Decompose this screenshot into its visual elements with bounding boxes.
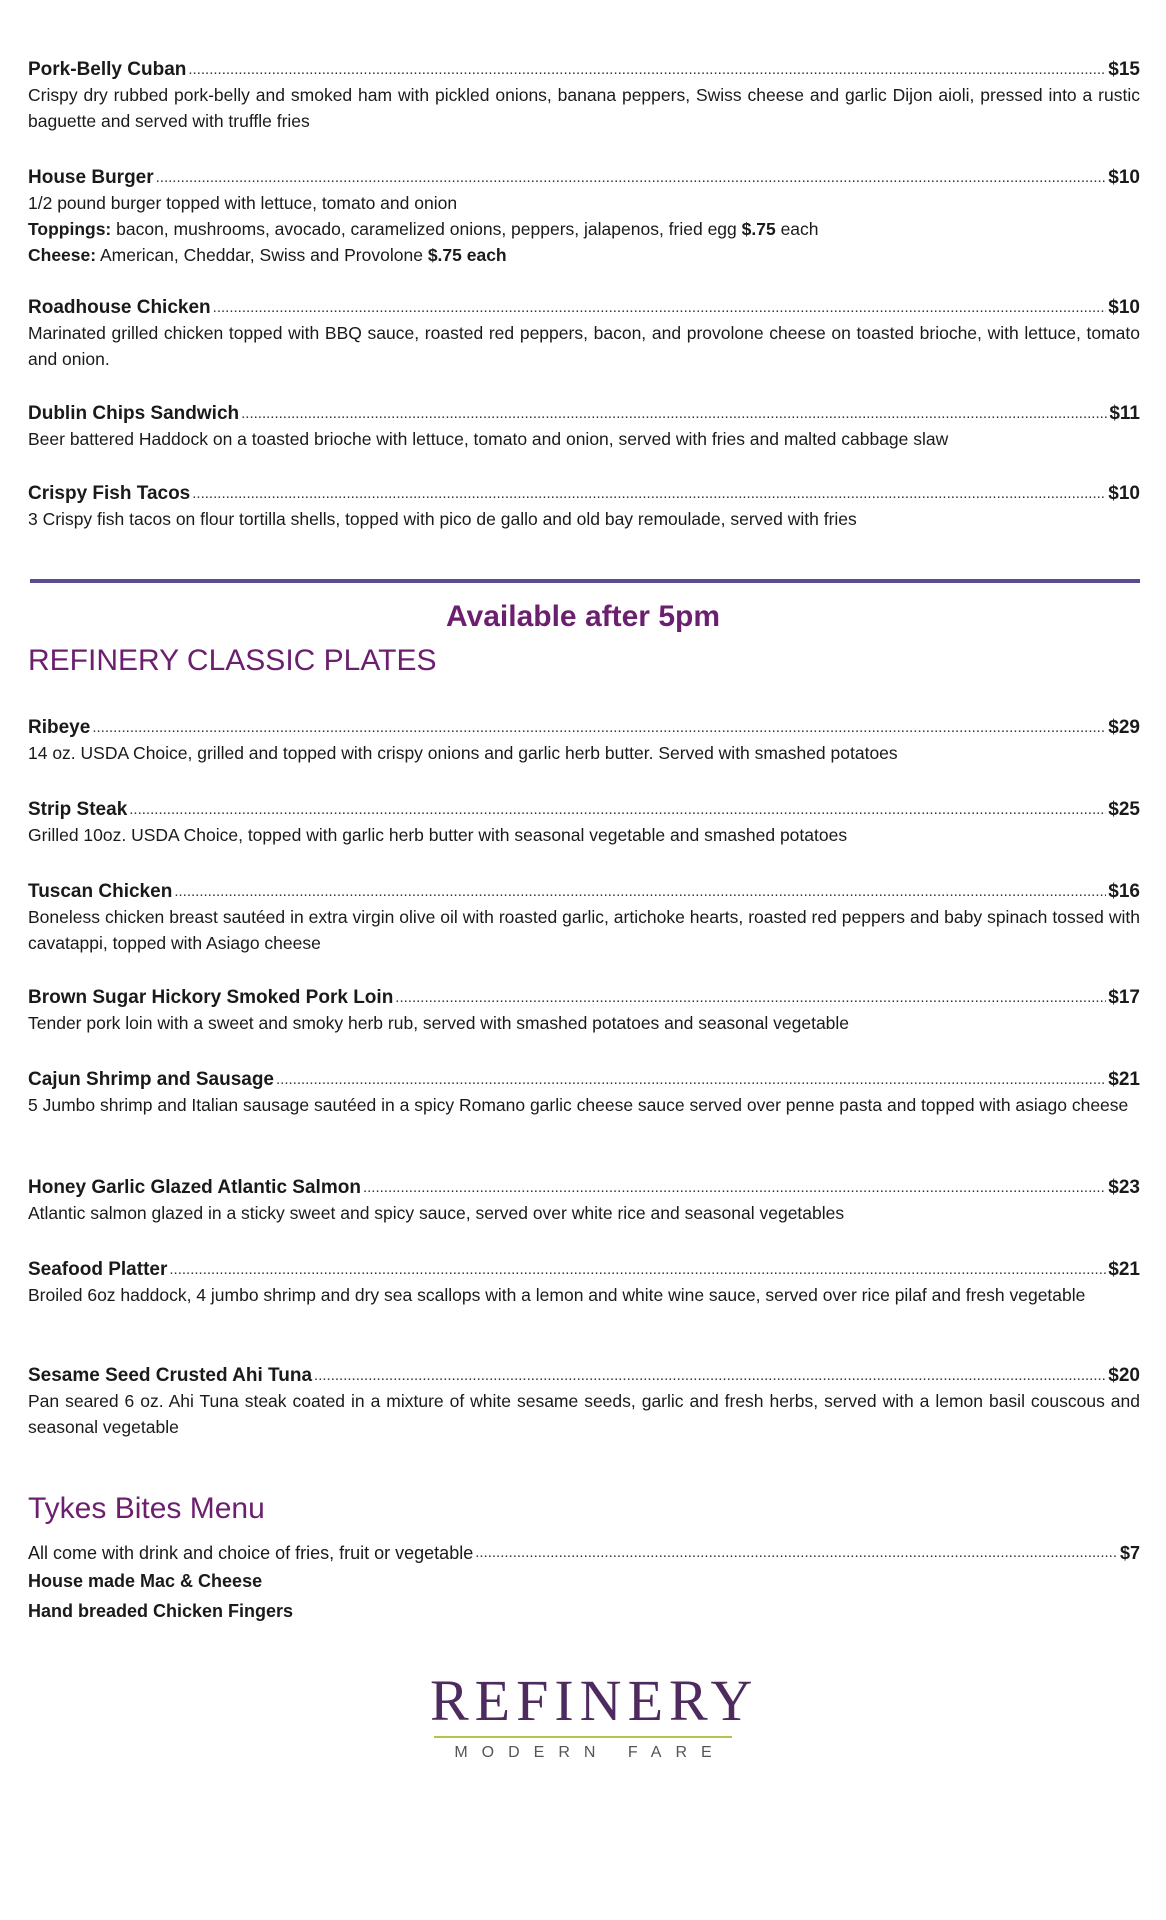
item-name: Honey Garlic Glazed Atlantic Salmon [28, 1177, 361, 1198]
kids-menu-line: All come with drink and choice of fries, fruit or vegetable ..... $7 [28, 1540, 1140, 1566]
item-description: Pan seared 6 oz. Ahi Tuna steak coated in a mixture of white sesame seeds, garlic and fresh herbs, served with a lemon basil couscous and seasonal vegetable [28, 1391, 1140, 1437]
item-description: Marinated grilled chicken topped with BBQ sauce, roasted red peppers, bacon, and provolone cheese on toasted brioche, with lettuce, tomato and onion. [28, 323, 1140, 369]
burger-cheese: Cheese: American, Cheddar, Swiss and Provolone $.75 each [28, 245, 507, 265]
menu-item-tuscan-chicken [28, 880, 1140, 956]
item-description: Crispy dry rubbed pork-belly and smoked ham with pickled onions, banana peppers, Swiss cheese and garlic Dijon aioli, pressed into a rustic baguette and served with truffle fries [28, 85, 1140, 131]
item-price: $21 [1108, 1259, 1140, 1280]
kids-item: House made Mac & Cheese [28, 1571, 263, 1591]
item-price: $21 [1108, 1069, 1140, 1090]
item-price: $25 [1108, 799, 1140, 820]
section-divider [30, 579, 1140, 583]
item-description: 14 oz. USDA Choice, grilled and topped with crispy onions and garlic herb butter. Served with smashed potatoes [28, 743, 898, 763]
item-name: Sesame Seed Crusted Ahi Tuna [28, 1365, 313, 1386]
section-title-tykes-bites: Tykes Bites Menu [28, 1492, 265, 1525]
refinery-logo [430, 1668, 759, 1762]
item-name: Pork-Belly Cuban [28, 59, 187, 80]
item-name: Strip Steak [28, 799, 128, 820]
item-price: $23 [1108, 1177, 1140, 1198]
item-description: 3 Crispy fish tacos on flour tortilla shells, topped with pico de gallo and old bay remoulade, served with fries [28, 509, 857, 529]
item-name: Crispy Fish Tacos [28, 483, 191, 504]
item-description: Tender pork loin with a sweet and smoky herb rub, served with smashed potatoes and seasonal vegetable [28, 1013, 850, 1033]
item-description: Grilled 10oz. USDA Choice, topped with garlic herb butter with seasonal vegetable and smashed potatoes [28, 825, 848, 845]
kids-item: Hand breaded Chicken Fingers [28, 1601, 294, 1621]
menu-item-ribeye [28, 716, 1140, 766]
item-price: $10 [1108, 483, 1140, 504]
item-name: Seafood Platter [28, 1259, 168, 1280]
item-price: $11 [1109, 403, 1140, 424]
item-price: $10 [1108, 297, 1140, 318]
menu-item-crispy-fish-tacos [28, 482, 1140, 532]
item-name: Tuscan Chicken [28, 881, 173, 902]
item-name: House Burger [28, 167, 154, 188]
item-price: $16 [1108, 881, 1140, 902]
item-name: Dublin Chips Sandwich [28, 403, 240, 424]
menu-item-pork-belly-cuban [28, 58, 1140, 134]
item-price: $10 [1108, 167, 1140, 188]
item-description: Atlantic salmon glazed in a sticky sweet and spicy sauce, served over white rice and seasonal vegetables [28, 1203, 845, 1223]
menu-item-seafood-platter [28, 1258, 1140, 1308]
menu-item-ahi-tuna [28, 1364, 1140, 1440]
item-description: 5 Jumbo shrimp and Italian sausage sautéed in a spicy Romano garlic cheese sauce served over penne pasta and topped with asiago cheese [28, 1095, 1129, 1115]
menu-item-strip-steak [28, 798, 1140, 848]
kids-menu [28, 1540, 1140, 1626]
item-description: Beer battered Haddock on a toasted brioche with lettuce, tomato and onion, served with fries and malted cabbage slaw [28, 429, 949, 449]
item-name: Roadhouse Chicken [28, 297, 211, 318]
logo-tagline: MODERN FARE [454, 1744, 726, 1761]
item-description: Broiled 6oz haddock, 4 jumbo shrimp and dry sea scallops with a lemon and white wine sauce, served over rice pilaf and fresh vegetable [28, 1285, 1086, 1305]
item-description: 1/2 pound burger topped with lettuce, tomato and onion [28, 193, 458, 213]
menu-item-cajun-shrimp-sausage [28, 1068, 1140, 1118]
item-price: $15 [1108, 59, 1140, 80]
section-title-classic-plates: REFINERY CLASSIC PLATES [28, 644, 437, 677]
burger-toppings: Toppings: bacon, mushrooms, avocado, caramelized onions, peppers, jalapenos, fried egg $.75 each [28, 219, 819, 239]
item-price: $17 [1108, 987, 1140, 1008]
item-name: Brown Sugar Hickory Smoked Pork Loin [28, 987, 394, 1008]
kids-price: $7 [1119, 1543, 1140, 1563]
item-price: $20 [1108, 1365, 1140, 1386]
item-price: $29 [1108, 717, 1140, 738]
availability-banner: Available after 5pm [446, 600, 720, 633]
logo-wordmark: REFINERY [430, 1668, 759, 1733]
item-name: Cajun Shrimp and Sausage [28, 1069, 274, 1090]
menu-item-salmon [28, 1176, 1140, 1226]
item-name: Ribeye [28, 717, 91, 738]
menu-item-house-burger [28, 166, 1140, 268]
logo-rule [434, 1736, 732, 1738]
menu-item-roadhouse-chicken [28, 296, 1140, 372]
item-description: Boneless chicken breast sautéed in extra virgin olive oil with roasted garlic, artichoke hearts, roasted red peppers and baby spinach tossed with cavatappi, topped with Asiago cheese [28, 907, 1140, 953]
menu-item-dublin-chips-sandwich [28, 402, 1140, 452]
menu-item-pork-loin [28, 986, 1140, 1036]
